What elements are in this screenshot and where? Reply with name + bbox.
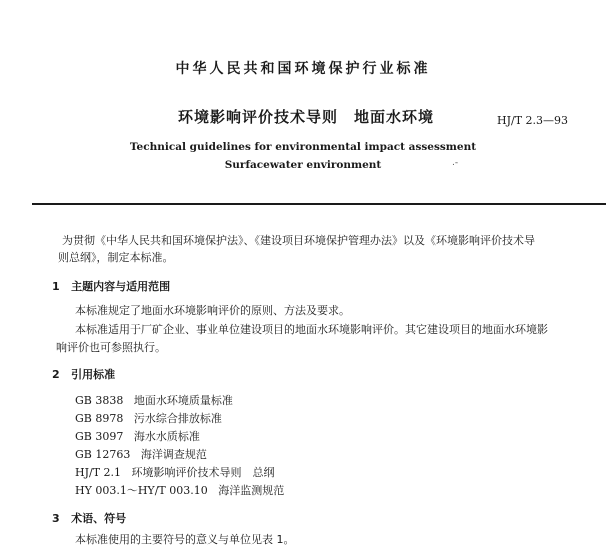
reference-item bbox=[75, 392, 233, 408]
english-title-line1: Technical guidelines for environmental impact assessment bbox=[129, 141, 477, 153]
section-1-para1: 本标准规定了地面水环境影响评价的原则、方法及要求。 bbox=[75, 304, 350, 317]
reference-code: GB 8978 bbox=[75, 412, 124, 425]
reference-code: HY 003.1～HY/T 003.10 bbox=[75, 484, 208, 497]
reference-name: 海洋调查规范 bbox=[140, 448, 207, 461]
english-title-line2: Surfacewater environment bbox=[224, 159, 382, 171]
reference-name: 海洋监测规范 bbox=[218, 484, 285, 497]
section-3-title: 术语、符号 bbox=[71, 512, 127, 525]
section-3-heading bbox=[52, 510, 126, 526]
section-1-heading bbox=[52, 278, 170, 294]
preamble-line1: 为贯彻《中华人民共和国环境保护法》、《建设项目环境保护管理办法》以及《环境影响评价技术导 bbox=[62, 234, 535, 247]
reference-code: HJ/T 2.1 bbox=[75, 466, 122, 479]
section-3-number: 3 bbox=[52, 512, 60, 525]
reference-name: 海水水质标准 bbox=[133, 430, 200, 443]
reference-item bbox=[75, 464, 275, 480]
standard-code: HJ/T 2.3—93 bbox=[497, 114, 569, 127]
reference-name: 污水综合排放标准 bbox=[133, 412, 222, 425]
section-3-para1: 本标准使用的主要符号的意义与单位见表 1。 bbox=[75, 533, 295, 546]
preamble-line2: 则总纲》，制定本标准。 bbox=[58, 251, 174, 264]
section-1-para2-line2: 响评价也可参照执行。 bbox=[56, 341, 166, 354]
section-1-number: 1 bbox=[52, 280, 60, 293]
reference-name: 地面水环境质量标准 bbox=[133, 394, 233, 407]
reference-item bbox=[75, 446, 207, 462]
reference-item bbox=[75, 410, 222, 426]
header-divider bbox=[32, 203, 606, 205]
reference-item bbox=[75, 482, 284, 498]
reference-code: GB 3838 bbox=[75, 394, 124, 407]
scan-mark: .- bbox=[452, 158, 459, 168]
document-title: 环境影响评价技术导则 地面水环境 bbox=[178, 108, 435, 126]
section-1-para2-line1: 本标准适用于厂矿企业、事业单位建设项目的地面水环境影响评价。其它建设项目的地面水环境影 bbox=[75, 323, 548, 336]
section-2-title: 引用标准 bbox=[71, 368, 116, 381]
reference-item bbox=[75, 428, 200, 444]
section-2-heading bbox=[52, 366, 115, 382]
reference-code: GB 12763 bbox=[75, 448, 131, 461]
section-1-title: 主题内容与适用范围 bbox=[71, 280, 171, 293]
section-2-number: 2 bbox=[52, 368, 60, 381]
industry-standard-heading: 中华人民共和国环境保护行业标准 bbox=[175, 61, 431, 77]
reference-code: GB 3097 bbox=[75, 430, 124, 443]
reference-name: 环境影响评价技术导则 总纲 bbox=[131, 466, 275, 479]
